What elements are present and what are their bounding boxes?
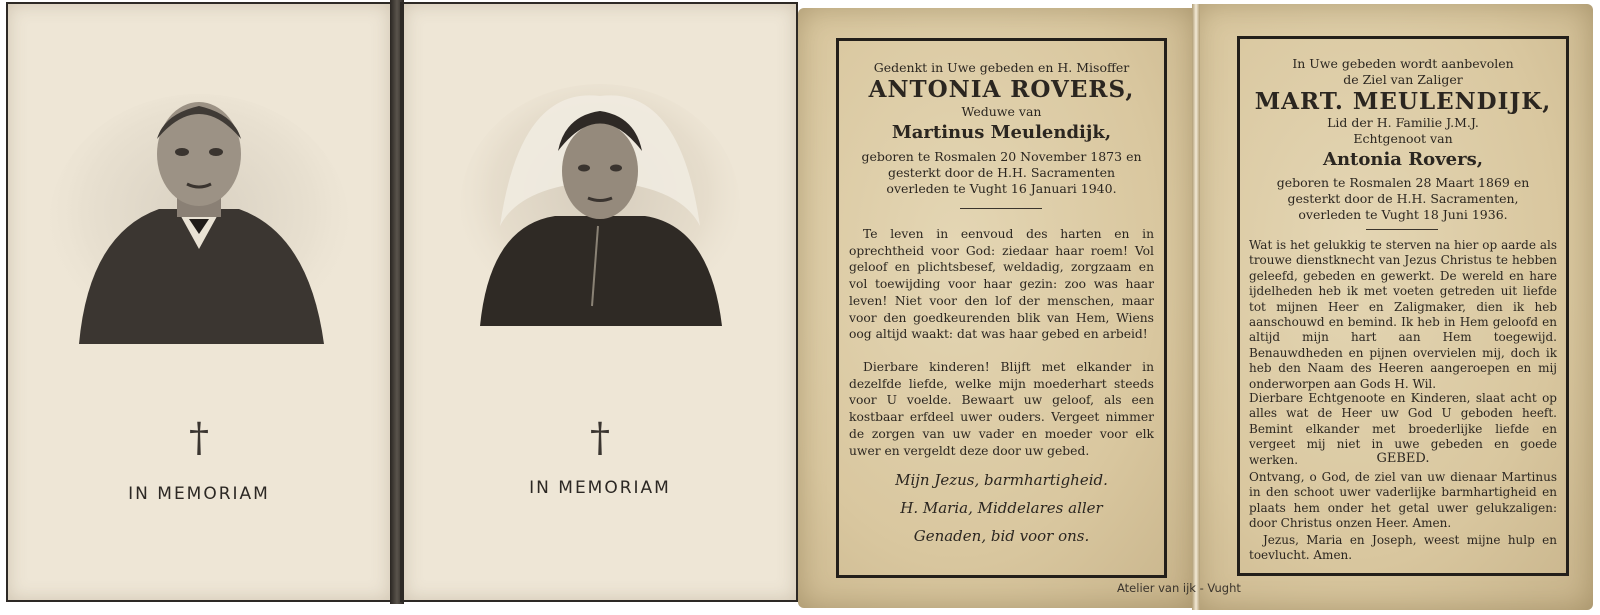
man-portrait — [8, 84, 390, 344]
printer-footer: Atelier van ijk - Vught — [1117, 581, 1241, 595]
eulogy-paragraph: Wat is het gelukkig te sterven na hier op aarde als trouwe dienstknecht van Jezus Christus te hebben geleefd, gebeden en gewerkt. De wereld en hare ijdelheden heb ik met voeten getreden uit liefde tot mijnen Heer en Zaligmaker, dien ik heb aanschouwd en bemind. Ik heb in Hem geloofd en altijd mijn hart aan Hem toegewijd. Benauwdheden en pijnen overvielen mij, doch ik heb den Naam des Heeren aangeroepen en mij onderworpen aan Gods H. Wil. — [1249, 238, 1557, 391]
bio-line: geboren te Rosmalen 20 November 1873 en — [861, 149, 1142, 164]
admonition-paragraph: Dierbare Echtgenoote en Kinderen, slaat acht op alles wat de Heer uw God U geboden heeft. Bemint elkander met broederlijke liefde en vergeet mij niet in uwe gebeden en goede werken. — [1249, 391, 1557, 467]
bio-line: gesterkt door de H.H. Sacramenten, — [1287, 191, 1519, 206]
prayer-title: GEBED. — [1376, 451, 1430, 466]
intro-line: de Ziel van Zaliger — [1343, 72, 1463, 87]
bio-line: geboren te Rosmalen 28 Maart 1869 en — [1276, 175, 1530, 190]
bio-line: overleden te Vught 16 Januari 1940. — [886, 181, 1117, 196]
closing-line: Genaden, bid voor ons. — [913, 527, 1090, 545]
closing-prayer — [850, 466, 1153, 550]
admonition-paragraph: Dierbare kinderen! Blijft met elkander in dezelfde liefde, welke mijn moederhart steeds voor U voelde. Bewaart uw geloof, als een kostbaar erfdeel uwer ouders. Vergeet nimmer de zorgen van uw vader en moeder voor elk uwer en vergeldt deze door uw gebed. — [849, 360, 1154, 458]
woman-portrait — [404, 76, 796, 326]
divider — [1366, 229, 1438, 230]
invocation-text: Jezus, Maria en Joseph, weest mijne hulp en toevlucht. Amen. — [1249, 533, 1557, 563]
closing-line: H. Maria, Middelares aller — [900, 499, 1103, 517]
card-fold — [1192, 4, 1200, 610]
in-memoriam-caption: IN MEMORIAM — [529, 478, 671, 498]
biography — [846, 149, 1157, 197]
bio-line: overleden te Vught 18 Juni 1936. — [1298, 207, 1508, 222]
prayer-text: Ontvang, o God, de ziel van uw dienaar Martinus in den schoot uwer vaderlijke barmhartigheid en plaats hem onder het getal uwer gelukzaligen: door Christus onzen Heer. Amen. — [1249, 470, 1557, 531]
memorial-card-woman — [400, 2, 798, 602]
cross-icon: † — [189, 415, 209, 461]
intro-lines — [1251, 56, 1555, 88]
biography — [1247, 175, 1559, 223]
relation-label: Weduwe van — [961, 104, 1042, 119]
woman-portrait-image — [460, 76, 740, 326]
divider — [960, 208, 1042, 209]
bio-line: gesterkt door de H.H. Sacramenten — [887, 165, 1116, 180]
in-memoriam-caption: IN MEMORIAM — [128, 484, 270, 504]
eulogy-paragraph: Te leven in eenvoud des harten en in oprechtheid voor God: ziedaar haar roem! Vol geloof en plichtsbesef, weldadig, zorgzaam en vol toewijding voor haar gezin: zoo was haar leven! Niet voor den lof der menschen, maar voor den goedkeurenden blik van Hem, Wiens oog altijd waakt: dat was haar gebed en arbeid! — [849, 227, 1154, 342]
closing-line: Mijn Jezus, barmhartigheid. — [895, 471, 1108, 489]
cross-icon: † — [590, 415, 610, 461]
intro-line: Gedenkt in Uwe gebeden en H. Misoffer — [873, 60, 1130, 75]
membership-line: Lid der H. Familie J.M.J. — [1327, 115, 1479, 130]
spouse-name: Antonia Rovers, — [1323, 149, 1483, 170]
deceased-name: ANTONIA ROVERS, — [868, 76, 1135, 103]
relation-label: Echtgenoot van — [1353, 131, 1453, 146]
spouse-name: Martinus Meulendijk, — [891, 122, 1112, 143]
intro-line: In Uwe gebeden wordt aanbevolen — [1292, 56, 1514, 71]
deceased-name: MART. MEULENDIJK, — [1254, 88, 1552, 115]
memorial-card-man — [6, 2, 394, 602]
man-portrait-image — [49, 84, 349, 344]
